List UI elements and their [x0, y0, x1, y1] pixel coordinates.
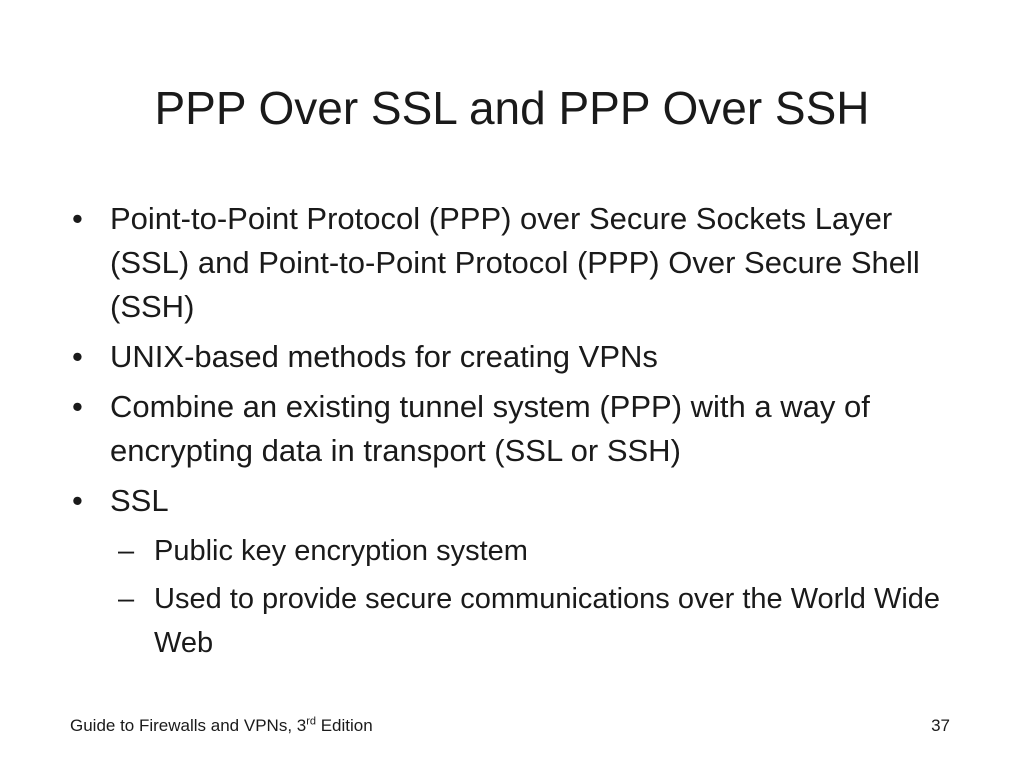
footer-book-title: [70, 714, 373, 738]
slide-title: PPP Over SSL and PPP Over SSH: [154, 82, 870, 134]
footer-edition-superscript: rd: [306, 715, 316, 728]
bullet-item: [68, 479, 968, 523]
bullet-item: [68, 335, 968, 379]
sub-bullet-text: Used to provide secure communications over the World Wide Web: [154, 583, 941, 659]
dash-marker: –: [118, 583, 135, 615]
bullet-text: Combine an existing tunnel system (PPP) with a way of encrypting data in transport (SSL or SSH): [110, 389, 870, 468]
bullet-text: SSL: [110, 483, 169, 518]
dash-marker: –: [118, 535, 135, 567]
bullet-marker: •: [72, 483, 83, 518]
sub-bullet-text: Public key encryption system: [154, 535, 528, 567]
bullet-marker: •: [72, 201, 83, 236]
bullet-text: Point-to-Point Protocol (PPP) over Secure Sockets Layer (SSL) and Point-to-Point Protocol (PPP) Over Secure Shell (SSH): [110, 201, 920, 324]
bullet-item: [68, 197, 968, 329]
bullet-marker: •: [72, 389, 83, 424]
page-number: 37: [931, 716, 950, 735]
sub-bullet-item: [118, 529, 968, 573]
bullet-item: [68, 385, 968, 473]
bullet-marker: •: [72, 339, 83, 374]
footer-book-suffix: Edition: [316, 716, 373, 735]
sub-bullet-item: [118, 577, 968, 665]
footer-book-prefix: Guide to Firewalls and VPNs, 3: [70, 716, 307, 735]
bullet-text: UNIX-based methods for creating VPNs: [110, 339, 658, 374]
slide-body: [68, 197, 968, 669]
